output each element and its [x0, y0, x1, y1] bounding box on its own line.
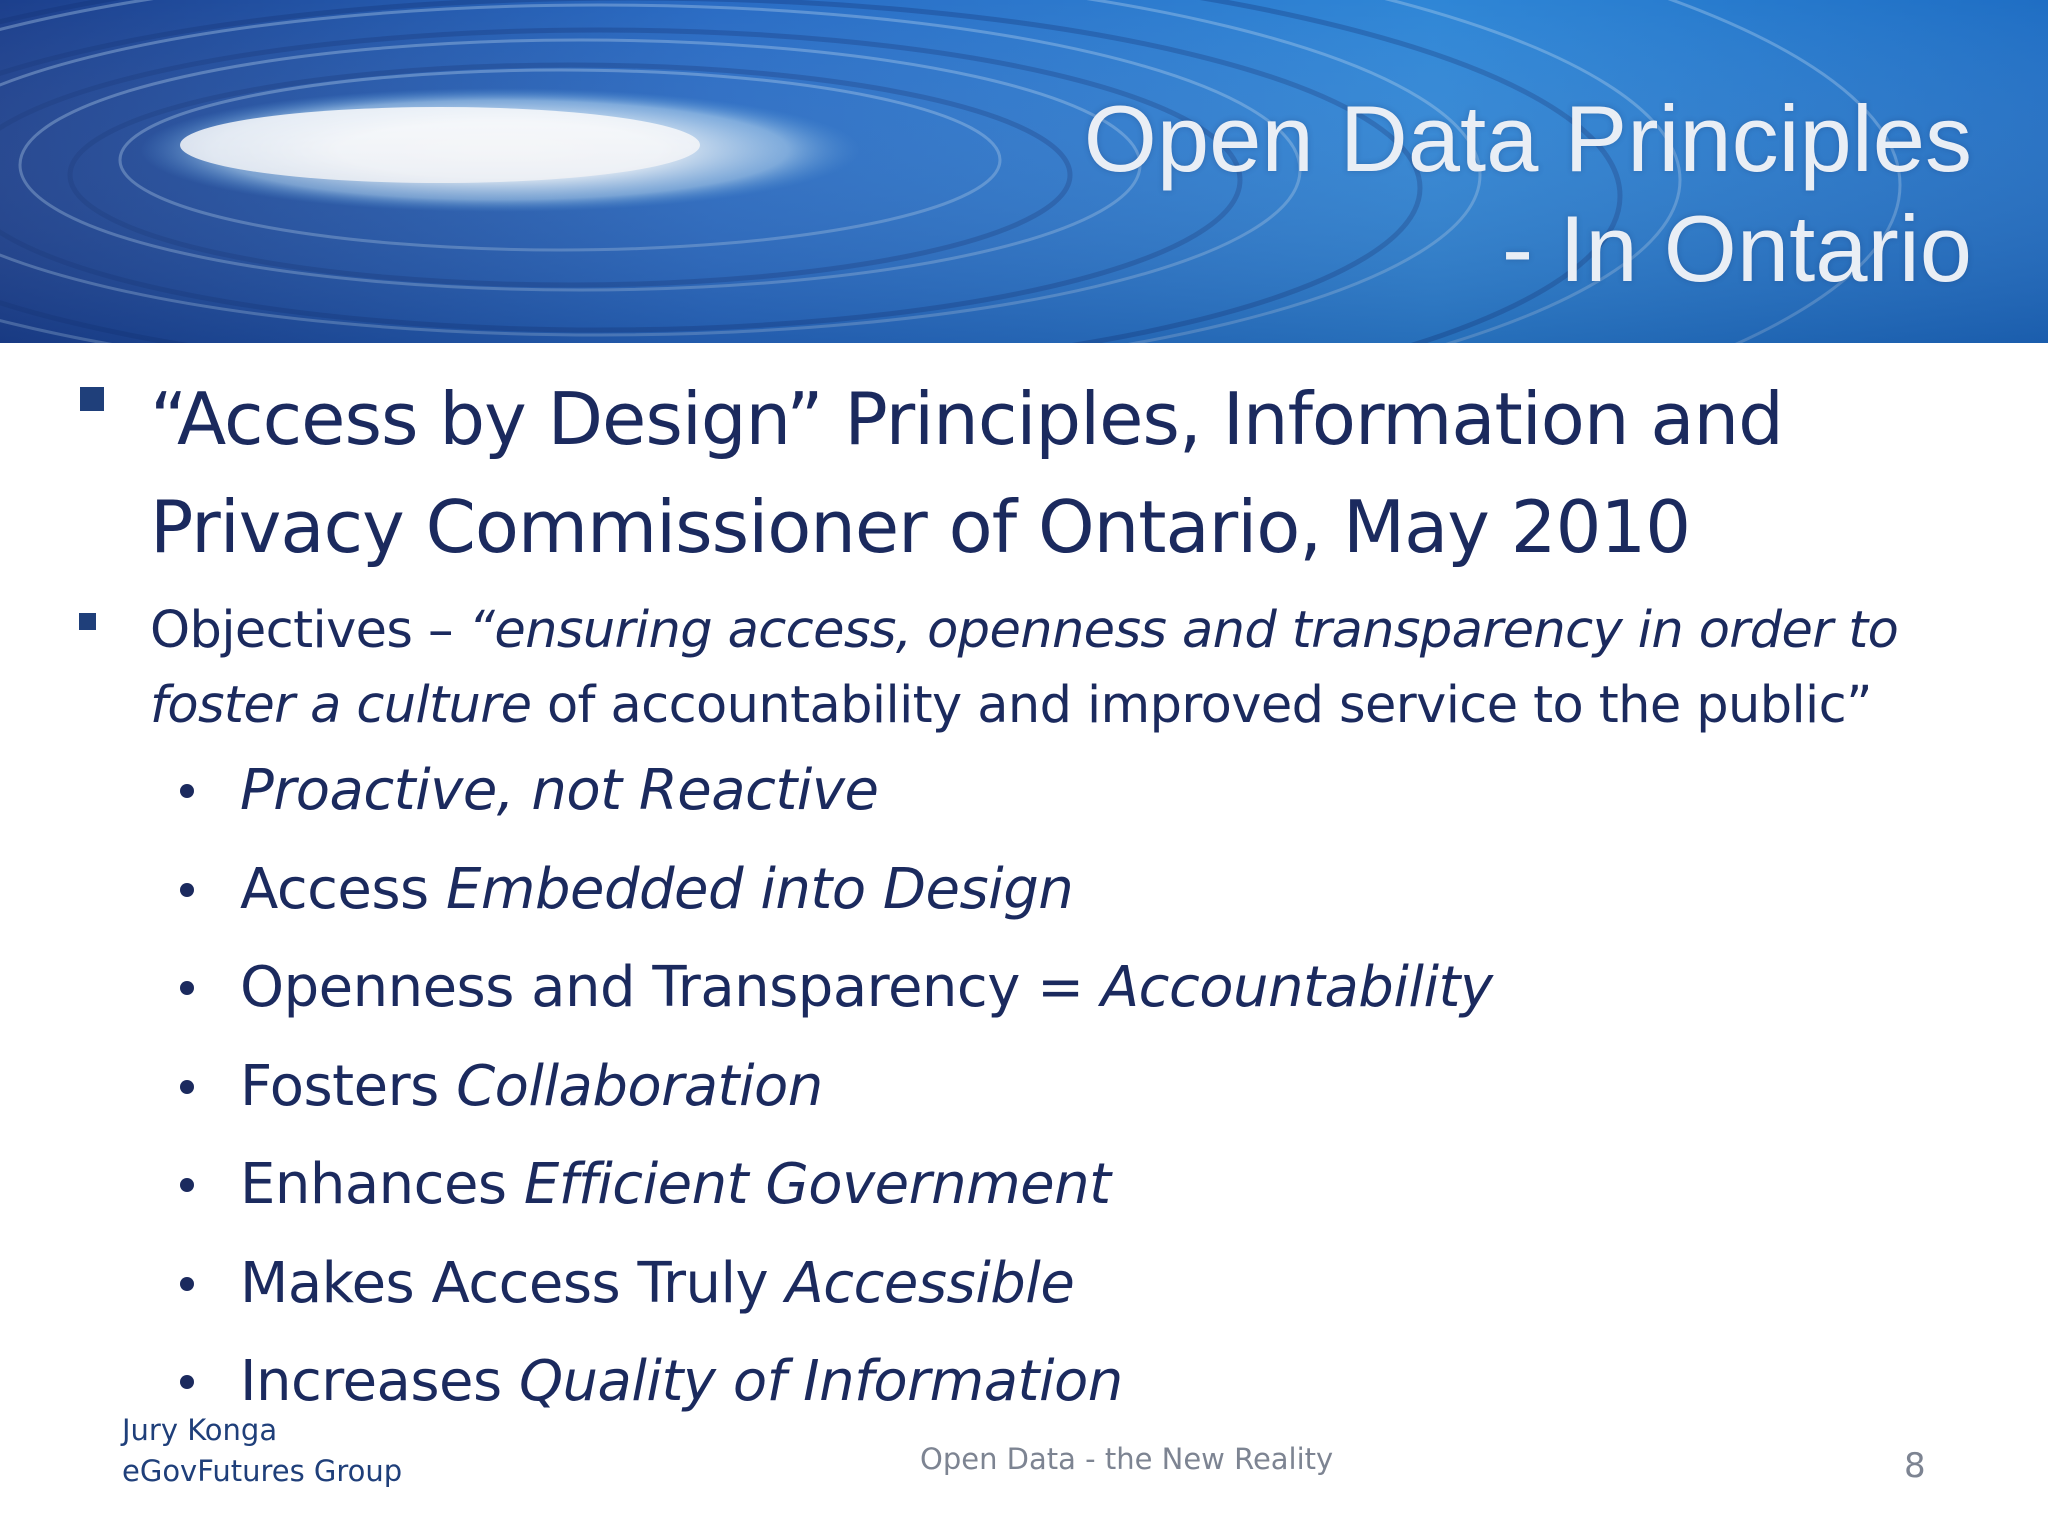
- list-item-italic: Efficient Government: [523, 1152, 1111, 1217]
- bullet-dot-icon: [180, 1375, 194, 1389]
- objectives-line-1: [150, 593, 1990, 668]
- objectives-quote-italic-a: “ensuring access, openness and transparency in order to: [468, 601, 1899, 660]
- footer-organization: eGovFutures Group: [122, 1454, 403, 1488]
- list-item-italic: Embedded into Design: [446, 857, 1074, 922]
- main-point-line-1: “Access by Design” Principles, Information and: [150, 377, 1783, 461]
- main-point-line-2: Privacy Commissioner of Ontario, May 2010: [150, 485, 1691, 569]
- list-item: [240, 1052, 823, 1122]
- title-line-1: Open Data Principles: [1083, 86, 1972, 191]
- list-item: [240, 1150, 1111, 1220]
- list-item-plain: Fosters: [240, 1054, 457, 1119]
- objectives-quote-rest: of accountability and improved service to the public”: [531, 676, 1872, 735]
- list-item-plain: Increases: [240, 1349, 519, 1414]
- bullet-dot-icon: [180, 981, 194, 995]
- objectives-quote-italic-b: foster a culture: [150, 676, 532, 735]
- list-item-plain: Makes Access Truly: [240, 1251, 786, 1316]
- objectives-label: Objectives: [150, 601, 413, 660]
- bullet-dot-icon: [180, 883, 194, 897]
- list-item-italic: Accessible: [785, 1251, 1075, 1316]
- list-item-plain: Enhances: [240, 1152, 524, 1217]
- list-item-italic: Accountability: [1100, 955, 1493, 1020]
- title-line-2: - In Ontario: [1501, 196, 1972, 301]
- list-item-italic: Quality of Information: [518, 1349, 1123, 1414]
- footer-presentation-title: Open Data - the New Reality: [920, 1442, 1334, 1476]
- bullet-dot-icon: [180, 1277, 194, 1291]
- bullet-dot-icon: [180, 1178, 194, 1192]
- square-bullet-icon: [80, 387, 104, 411]
- list-item-plain: Openness and Transparency =: [240, 955, 1101, 1020]
- main-point-access-by-design: [150, 365, 1990, 581]
- list-item-italic: Proactive, not Reactive: [240, 758, 879, 823]
- list-item-italic: Collaboration: [456, 1054, 823, 1119]
- bullet-dot-icon: [180, 784, 194, 798]
- objectives-point: [150, 593, 1990, 743]
- objectives-dash: –: [412, 601, 469, 660]
- list-item-plain: Access: [240, 857, 447, 922]
- square-bullet-icon: [79, 613, 96, 630]
- footer-author-block: [122, 1410, 402, 1492]
- header-banner: [0, 0, 2048, 343]
- list-item: [240, 756, 878, 826]
- bullet-dot-icon: [180, 1080, 194, 1094]
- page-number: 8: [1904, 1446, 1926, 1486]
- list-item: [240, 1249, 1074, 1319]
- list-item: [240, 953, 1493, 1023]
- slide-title: [1084, 84, 1972, 304]
- objectives-line-2: [150, 668, 1990, 743]
- list-item: [240, 855, 1073, 925]
- footer-author-name: Jury Konga: [122, 1413, 278, 1447]
- list-item: [240, 1347, 1123, 1417]
